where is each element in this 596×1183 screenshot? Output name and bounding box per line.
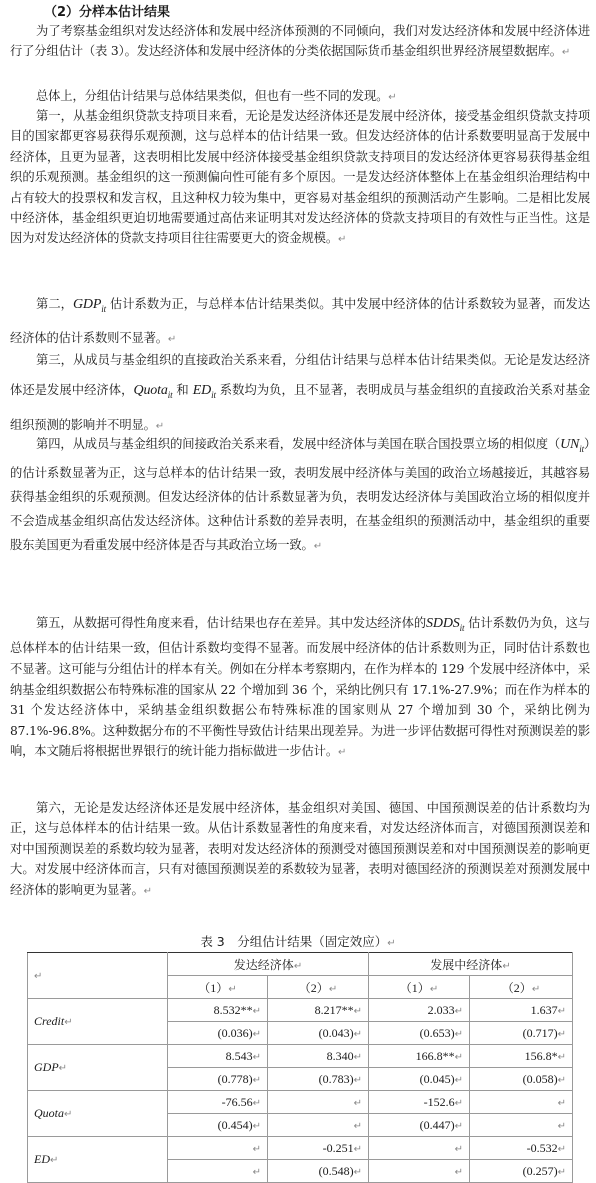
paragraph-mark-icon: ↵	[353, 1005, 362, 1017]
paragraph-mark-icon: ↵	[353, 1097, 362, 1109]
column-header	[168, 976, 268, 999]
paragraph-mark-icon: ↵	[557, 1143, 566, 1155]
paragraph-mark-icon: ↵	[557, 1166, 566, 1178]
table-row-credit-coef	[28, 999, 573, 1022]
coef-cell	[268, 1045, 369, 1068]
gdp-variable	[73, 297, 106, 312]
paragraph-mark-icon: ↵	[155, 420, 164, 432]
paragraph-text: ）的估计系数显著为正，这与总样本的估计结果一致，表明发展中经济体与美国的政治立场越接近，其越容易获得基金组织的乐观预测。但发达经济体的估计系数显著为负，表明发达经济体与美国政治立场的相似度并不会造成基金组织高估发达经济体。这种估计系数的差异表明，在基金组织的预测活动中，基金组织的重要股东美国更为看重发展中经济体是否与其政治立场一致。	[10, 437, 590, 552]
se-cell	[470, 1160, 573, 1183]
paragraph-text: 和	[172, 383, 193, 397]
paragraph-mark-icon: ↵	[252, 1074, 261, 1086]
paragraph-mark-icon: ↵	[454, 1097, 463, 1109]
coef-cell	[168, 1137, 268, 1160]
coef-cell	[470, 1045, 573, 1068]
paragraph-text: 第二，	[36, 297, 73, 311]
coef-cell	[268, 1091, 369, 1114]
paragraph-mark-icon: ↵	[328, 983, 338, 995]
coef-cell	[470, 1137, 573, 1160]
ed-variable	[193, 383, 216, 398]
se-cell	[369, 1022, 470, 1045]
table-header-row	[28, 953, 573, 976]
paragraph-mark-icon: ↵	[252, 1051, 261, 1063]
paragraph-mark-icon: ↵	[252, 1120, 261, 1132]
group-header-developing	[369, 953, 573, 976]
paragraph-mark-icon: ↵	[557, 1097, 566, 1109]
paragraph-mark-icon: ↵	[429, 983, 439, 995]
caption-text: 表 3 分组估计结果（固定效应）	[200, 934, 388, 949]
paragraph-text: 第五，从数据可得性角度来看，估计结果也存在差异。其中发达经济体的	[36, 616, 427, 630]
paragraph-mark-icon: ↵	[337, 747, 347, 759]
paragraph-text: 第一，从基金组织贷款支持项目来看，无论是发达经济体还是发展中经济体，接受基金组织贷款支持项目的国家都更容易获得乐观预测，这与总样本的估计结果一致。但发达经济体的估计系数要明显高于发展中经济体，且更为显著，这表明相比发展中经济体接受基金组织贷款支持项目的发达经济体更容易获得基金组织的乐观预测。基金组织的这一预测偏向性可能有多个原因。一是发达经济体整体上在基金组织治理结构中占有较大的投票权和发言权，且这种权力较为集中，更容易对基金组织的预测活动产生影响。二是相比发展中经济体，基金组织更迫切地需要通过高估来证明其对发达经济体的贷款支持项目的有效性与正当性。这是因为对发达经济体的贷款支持项目往往需要更大的资金规模。	[10, 109, 590, 246]
paragraph-text: 第六，无论是发达经济体还是发展中经济体，基金组织对美国、德国、中国预测误差的估计系数均为正，这与总体样本的估计结果一致。从估计系数显著性的角度来看，对发达经济体而言，对德国预测误差和对中国预测误差的系数均较为显著，表明对发达经济体的预测受对德国预测误差和对中国预测误差的影响更大。对发展中经济体而言，只有对德国预测误差的系数较为显著，表明对德国经济的预测误差对预测发展中经济体的影响更为显著。	[10, 801, 590, 897]
se-cell	[470, 1114, 573, 1137]
coef-cell	[168, 999, 268, 1022]
paragraph-intro	[10, 21, 590, 64]
variable-name: ED	[34, 1152, 50, 1166]
paragraph-text: 系数均为负，且不显著，表明成员与基金组织的直接政治关系对基金组织预测的影响并不明显。	[10, 383, 590, 432]
cell-value: (0.717)	[522, 1025, 558, 1040]
paragraph-mark-icon: ↵	[557, 1028, 566, 1040]
variable-name: ED	[192, 383, 212, 398]
paragraph-mark-icon: ↵	[557, 1051, 566, 1063]
coef-cell	[369, 1091, 470, 1114]
variable-subscript: it	[579, 443, 584, 454]
paragraph-mark-icon: ↵	[353, 1051, 362, 1063]
row-label	[28, 1137, 168, 1183]
paragraph-mark-icon: ↵	[387, 938, 396, 949]
se-cell	[369, 1160, 470, 1183]
paragraph-text: 为了考察基金组织对发达经济体和发展中经济体预测的不同倾向，我们对发达经济体和发展中经济体进行了分组估计（表 3）。发达经济体和发展中经济体的分类依据国际货币基金组织世界经济展望数据库。	[10, 24, 590, 59]
table-row-gdp-coef	[28, 1045, 573, 1068]
header-text: （1）	[399, 980, 430, 995]
column-header	[268, 976, 369, 999]
table-caption	[0, 932, 596, 950]
paragraph-mark-icon: ↵	[454, 1120, 463, 1132]
header-text: （2）	[501, 980, 532, 995]
cell-value: 8.532**	[213, 1002, 253, 1017]
paragraph-mark-icon: ↵	[252, 1028, 261, 1040]
cell-value: 2.033	[427, 1002, 455, 1017]
cell-value: (0.778)	[217, 1071, 253, 1086]
paragraph-mark-icon: ↵	[561, 47, 571, 59]
paragraph-mark-icon: ↵	[64, 1017, 73, 1028]
paragraph-mark-icon: ↵	[557, 1120, 566, 1132]
paragraph-text: 估计系数为正，与总样本估计结果类似。其中发展中经济体的估计系数较为显著，而发达经济体的估计系数则不显著。	[10, 297, 590, 345]
cell-value: 8.543	[225, 1048, 253, 1063]
cell-value: -0.251	[322, 1140, 354, 1155]
paragraph-mark-icon: ↵	[252, 1143, 261, 1155]
variable-subscript: it	[167, 389, 173, 400]
cell-value: -0.532	[526, 1140, 558, 1155]
results-table	[27, 952, 573, 1183]
paragraph-mark-icon: ↵	[252, 1166, 261, 1178]
header-text: （1）	[198, 980, 229, 995]
se-cell	[268, 1160, 369, 1183]
variable-subscript: it	[101, 303, 106, 314]
paragraph-mark-icon: ↵	[454, 1074, 463, 1086]
variable-name: Quota	[133, 383, 168, 398]
paragraph-fourth	[10, 432, 590, 559]
coef-cell	[369, 1137, 470, 1160]
cell-value: 156.8*	[524, 1048, 558, 1063]
se-cell	[168, 1114, 268, 1137]
se-cell	[268, 1114, 369, 1137]
cell-value: (0.036)	[217, 1025, 253, 1040]
paragraph-mark-icon: ↵	[454, 1051, 463, 1063]
cell-value: (0.045)	[419, 1071, 455, 1086]
variable-subscript: it	[459, 622, 465, 633]
paragraph-mark-icon: ↵	[58, 1063, 68, 1074]
cell-value: (0.058)	[522, 1071, 558, 1086]
cell-value: 1.637	[530, 1002, 558, 1017]
coef-cell	[268, 999, 369, 1022]
cell-value: (0.783)	[318, 1071, 354, 1086]
cell-value: (0.043)	[318, 1025, 354, 1040]
paragraph-text: 第三，从成员与基金组织的直接政治关系来看，分组估计结果与总样本估计结果类似。无论是发达经济体还是发展中经济体，	[10, 353, 590, 397]
table-row-ed-coef	[28, 1137, 573, 1160]
coef-cell	[369, 1045, 470, 1068]
paragraph-mark-icon: ↵	[557, 1005, 566, 1017]
table-row-quota-coef	[28, 1091, 573, 1114]
paragraph-mark-icon: ↵	[293, 960, 303, 972]
cell-value: (0.454)	[217, 1117, 253, 1132]
variable-name: SDDS	[426, 616, 460, 631]
row-label	[28, 1091, 168, 1137]
se-cell	[470, 1068, 573, 1091]
coef-cell	[369, 999, 470, 1022]
paragraph-mark-icon: ↵	[337, 234, 347, 246]
se-cell	[168, 1022, 268, 1045]
paragraph-mark-icon: ↵	[353, 1074, 362, 1086]
cell-value: 166.8**	[415, 1048, 455, 1063]
paragraph-mark-icon: ↵	[34, 971, 43, 982]
cell-value: (0.257)	[522, 1163, 558, 1178]
coef-cell	[168, 1091, 268, 1114]
corner-cell	[28, 953, 168, 999]
se-cell	[268, 1068, 369, 1091]
group-header-developed	[168, 953, 369, 976]
paragraph-text: 第四，从成员与基金组织的间接政治关系来看，发展中经济体与美国在联合国投票立场的相似度（	[36, 437, 561, 451]
se-cell	[369, 1114, 470, 1137]
column-header	[470, 976, 573, 999]
quota-variable	[133, 383, 172, 398]
paragraph-mark-icon: ↵	[313, 540, 322, 552]
paragraph-mark-icon: ↵	[143, 885, 152, 897]
paragraph-mark-icon: ↵	[388, 92, 397, 103]
paragraph-mark-icon: ↵	[531, 983, 541, 995]
cell-value: -152.6	[423, 1094, 455, 1109]
paragraph-text: 总体上，分组估计结果与总体结果类似，但也有一些不同的发现。	[36, 89, 389, 103]
variable-name: GDP	[72, 297, 102, 312]
paragraph-mark-icon: ↵	[353, 1120, 362, 1132]
cell-value: (0.447)	[419, 1117, 455, 1132]
coef-cell	[470, 1091, 573, 1114]
paragraph-mark-icon: ↵	[167, 333, 177, 345]
paragraph-mark-icon: ↵	[454, 1028, 463, 1040]
header-text: （2）	[298, 980, 329, 995]
header-text: 发达经济体	[233, 957, 294, 972]
se-cell	[470, 1022, 573, 1045]
variable-subscript: it	[211, 389, 216, 400]
header-text: 发展中经济体	[430, 957, 503, 972]
variable-name: Credit	[34, 1014, 65, 1028]
se-cell	[168, 1160, 268, 1183]
paragraph-text: 估计系数仍为负，这与总体样本的估计结果一致，但估计系数均变得不显著。而发展中经济体的估计系数则为正，同时估计系数也不显著。这可能与分组估计的样本有关。例如在分样本考察期内，在作为样本的 129 个发展中经济体中，采纳基金组织数据公布特殊标准的国家从 22 个增加到 36 个，采纳比例只有 17.1%-27.9%；而在作为样本的 31 个发达经济体中，采纳基金组织数据公布特殊标准的国家则从 27 个增加到 30 个，采纳比例为 87.1%-96.8%。这种数据分布的不平衡性导致估计结果出现差异。为进一步评估数据可得性对预测误差的影响，本文随后将根据世界银行的统计能力指标做进一步估计。	[10, 616, 591, 759]
paragraph-fifth	[10, 613, 590, 764]
variable-name: Quota	[34, 1106, 64, 1120]
row-label	[28, 999, 168, 1045]
sdds-variable	[426, 616, 464, 631]
paragraph-mark-icon: ↵	[557, 1074, 566, 1086]
paragraph-sixth	[10, 798, 590, 902]
paragraph-mark-icon: ↵	[64, 1109, 73, 1120]
paragraph-third	[10, 345, 590, 442]
paragraph-mark-icon: ↵	[252, 1097, 261, 1109]
coef-cell	[168, 1045, 268, 1068]
cell-value: -76.56	[221, 1094, 253, 1109]
paragraph-mark-icon: ↵	[228, 983, 237, 995]
paragraph-mark-icon: ↵	[454, 1166, 463, 1178]
coef-cell	[268, 1137, 369, 1160]
coef-cell	[470, 999, 573, 1022]
paragraph-mark-icon: ↵	[50, 1155, 59, 1166]
se-cell	[369, 1068, 470, 1091]
paragraph-first	[10, 106, 590, 251]
cell-value: 8.217**	[314, 1002, 354, 1017]
paragraph-mark-icon: ↵	[252, 1005, 261, 1017]
cell-value: (0.653)	[419, 1025, 455, 1040]
paragraph-mark-icon: ↵	[353, 1143, 362, 1155]
variable-name: UN	[560, 437, 580, 452]
paragraph-mark-icon: ↵	[454, 1143, 463, 1155]
paragraph-mark-icon: ↵	[502, 960, 511, 972]
cell-value: (0.548)	[318, 1163, 354, 1178]
se-cell	[268, 1022, 369, 1045]
paragraph-mark-icon: ↵	[353, 1028, 362, 1040]
variable-name: GDP	[34, 1060, 59, 1074]
cell-value: 8.340	[326, 1048, 354, 1063]
paragraph-mark-icon: ↵	[353, 1166, 362, 1178]
section-heading: （2）分样本估计结果	[44, 5, 171, 20]
un-variable	[560, 437, 584, 452]
se-cell	[168, 1068, 268, 1091]
column-header	[369, 976, 470, 999]
row-label	[28, 1045, 168, 1091]
paragraph-mark-icon: ↵	[454, 1005, 463, 1017]
